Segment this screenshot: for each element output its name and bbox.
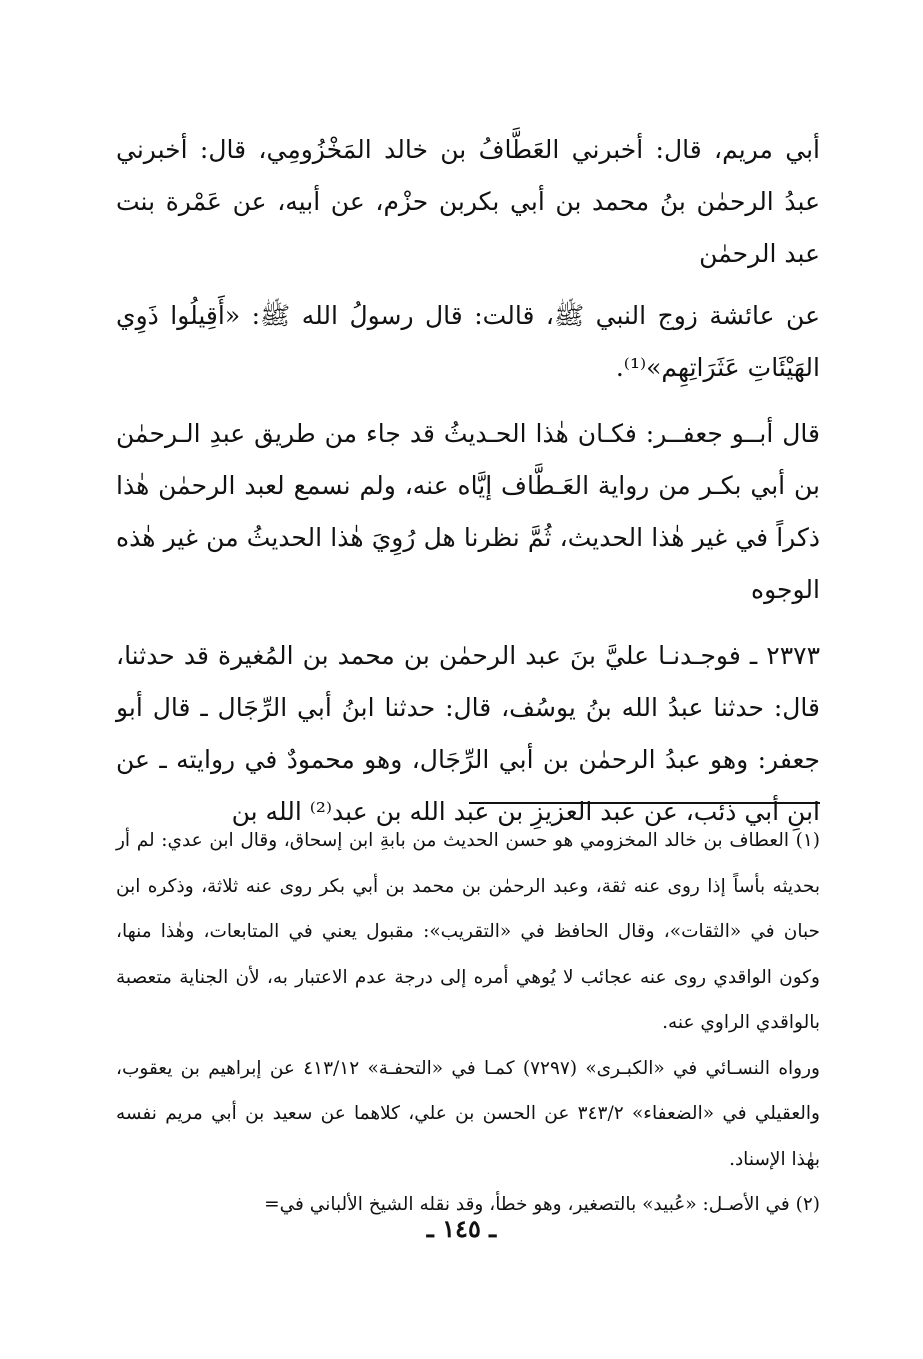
footnote-separator <box>469 802 820 804</box>
footnote-2: (٢) في الأصـل: «عُبيد» بالتصغير، وهو خطأ، وقد نقله الشيخ الألباني في= <box>264 1194 820 1215</box>
page-number-label: ـ ١٤٥ ـ <box>426 1214 497 1243</box>
page-number <box>0 1214 923 1243</box>
paragraph-abu-jafar-comment: قال أبــو جعفــر: فكـان هٰذا الحـديثُ قد جاء من طريق عبدِ الـرحمٰن بن أبي بكـر من رواية العَـطَّاف إيَّاه عنه، ولم نسمع لعبد الرحمٰن هٰذا ذكراً في غير هٰذا الحديث، ثُمَّ نظرنا هل رُوِيَ هٰذا الحديثُ من غير هٰذه الوجوه <box>116 419 820 604</box>
footnote-1-continued: ورواه النسـائي في «الكبـرى» (٧٢٩٧) كمـا في «التحفـة» ٤١٣/١٢ عن إبراهيم بن يعقوب، والعقيلي في «الضعفاء» ٣٤٣/٢ عن الحسن بن علي، كلاهما عن سعيد بن أبي مريم نفسه بهٰذا الإسناد. <box>116 1057 820 1170</box>
paragraph-hadith-2373: ٢٣٧٣ ـ فوجـدنـا عليَّ بنَ عبد الرحمٰن بن محمد بن المُغيرة قد حدثنا، قال: حدثنا عبدُ الله بنُ يوسُف، قال: حدثنا ابنُ أبي الرِّجَال ـ قال أبو جعفر: وهو عبدُ الرحمٰن بن أبي الرِّجَال، وهو محمودٌ في روايته ـ عن ابنِ أبي ذئب، عن عبد العزيزِ بن عبد الله بن عبد⁽²⁾ الله بن <box>116 641 820 826</box>
paragraph-hadith-matn: عن عائشة زوج النبي ﷺ، قالت: قال رسولُ الله ﷺ: «أَقِيلُوا ذَوِي الهَيْئَاتِ عَثَرَاتِهِم»⁽¹⁾. <box>116 301 820 382</box>
paragraph-isnad-opening: أبي مريم، قال: أخبرني العَطَّافُ بن خالد المَخْزُومِي، قال: أخبرني عبدُ الرحمٰن بنُ محمد بن أبي بكربن حزْم، عن أبيه، عن عَمْرة بنت عبد الرحمٰن <box>116 135 820 268</box>
footnote-1: (١) العطاف بن خالد المخزومي هو حسن الحديث من بابةِ ابن إسحاق، وقال ابن عدي: لم أر بحديثه بأساً إذا روى عنه ثقة، وعبد الرحمٰن بن محمد بن أبي بكر روى عنه ثلاثة، وذكره ابن حبان في «الثقات»، وقال الحافظ في «التقريب»: مقبول يعني في المتابعات، وهٰذا منها، وكون الواقدي روى عنه عجائب لا يُوهي أمره إلى درجة عدم الاعتبار به، لأن الجناية متعصبة بالواقدي الراوي عنه. <box>116 830 820 1033</box>
footnotes <box>116 818 820 1228</box>
main-text <box>116 124 820 838</box>
